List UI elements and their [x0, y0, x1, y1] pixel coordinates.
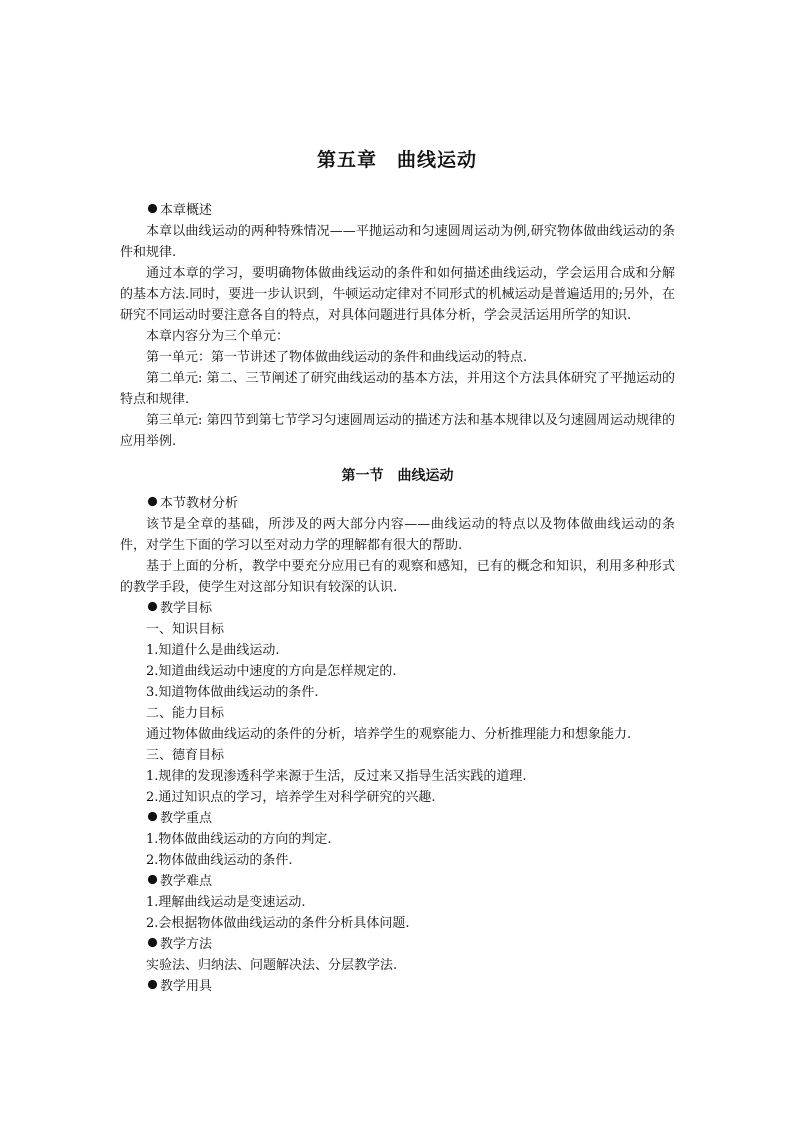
list-item: 1.知道什么是曲线运动. [146, 643, 280, 658]
list-item: 2.物体做曲线运动的条件. [146, 853, 293, 868]
methods-heading [120, 934, 675, 955]
overview-paragraph: 通过本章的学习，要明确物体做曲线运动的条件和如何描述曲线运动，学会运用合成和分解的基本方法.同时，要进一步认识到，牛顿运动定律对不同形式的机械运动是普遍适用的;另外，在研究不同运动时要注意各自的特点，对具体问题进行具体分析，学会灵活运用所学的知识. [120, 266, 675, 323]
goals-heading-text: 教学目标 [160, 601, 213, 616]
bullet-icon [146, 810, 159, 823]
moral-heading: 三、德育目标 [146, 748, 225, 763]
list-item: 1.物体做曲线运动的方向的判定. [146, 832, 332, 847]
difficulties-heading-text: 教学难点 [160, 874, 213, 889]
bullet-icon [146, 978, 159, 991]
list-item: 2.通过知识点的学习，培养学生对科学研究的兴趣. [146, 790, 436, 805]
bullet-icon [146, 202, 159, 215]
overview-paragraph: 第一单元：第一节讲述了物体做曲线运动的条件和曲线运动的特点. [146, 350, 528, 365]
list-item: 2.会根据物体做曲线运动的条件分析具体问题. [146, 916, 410, 931]
tools-heading-text: 教学用具 [160, 979, 213, 994]
goals-heading [120, 598, 675, 619]
analysis-paragraph: 该节是全章的基础，所涉及的两大部分内容——曲线运动的特点以及物体做曲线运动的条件，对学生下面的学习以至对动力学的理解都有很大的帮助. [120, 517, 675, 553]
list-item: 实验法、归纳法、问题解决法、分层教学法. [146, 958, 398, 973]
chapter-title: 第五章 曲线运动 [316, 149, 477, 171]
knowledge-heading: 一、知识目标 [146, 622, 225, 637]
list-item: 通过物体做曲线运动的条件的分析，培养学生的观察能力、分析推理能力和想象能力. [146, 727, 632, 742]
overview-heading [120, 200, 675, 221]
overview-paragraph: 本章内容分为三个单元： [146, 329, 290, 344]
section-title: 第一节 曲线运动 [341, 468, 454, 484]
bullet-icon [146, 873, 159, 886]
overview-heading-text: 本章概述 [160, 203, 213, 218]
bullet-icon [146, 495, 159, 508]
bullet-icon [146, 936, 159, 949]
overview-paragraph: 第二单元: 第二、三节阐述了研究曲线运动的基本方法，并用这个方法具体研究了平抛运动的特点和规律. [120, 371, 675, 407]
key-points-heading-text: 教学重点 [160, 811, 213, 826]
list-item: 2.知道曲线运动中速度的方向是怎样规定的. [146, 664, 397, 679]
analysis-heading-text: 本节教材分析 [160, 496, 239, 511]
overview-paragraph: 本章以曲线运动的两种特殊情况——平抛运动和匀速圆周运动为例,研究物体做曲线运动的条件和规律. [120, 224, 675, 260]
ability-heading: 二、能力目标 [146, 706, 225, 721]
analysis-heading [120, 493, 675, 514]
list-item: 1.理解曲线运动是变速运动. [146, 895, 306, 910]
document-body [120, 200, 675, 997]
difficulties-heading [120, 871, 675, 892]
methods-heading-text: 教学方法 [160, 937, 213, 952]
overview-paragraph: 第三单元: 第四节到第七节学习匀速圆周运动的描述方法和基本规律以及匀速圆周运动规律的应用举例. [120, 413, 675, 449]
analysis-paragraph: 基于上面的分析，教学中要充分应用已有的观察和感知，已有的概念和知识，利用多种形式的教学手段，使学生对这部分知识有较深的认识. [120, 559, 675, 595]
key-points-heading [120, 808, 675, 829]
tools-heading [120, 976, 675, 997]
bullet-icon [146, 600, 159, 613]
list-item: 3.知道物体做曲线运动的条件. [146, 685, 319, 700]
list-item: 1.规律的发现渗透科学来源于生活，反过来又指导生活实践的道理. [146, 769, 527, 784]
